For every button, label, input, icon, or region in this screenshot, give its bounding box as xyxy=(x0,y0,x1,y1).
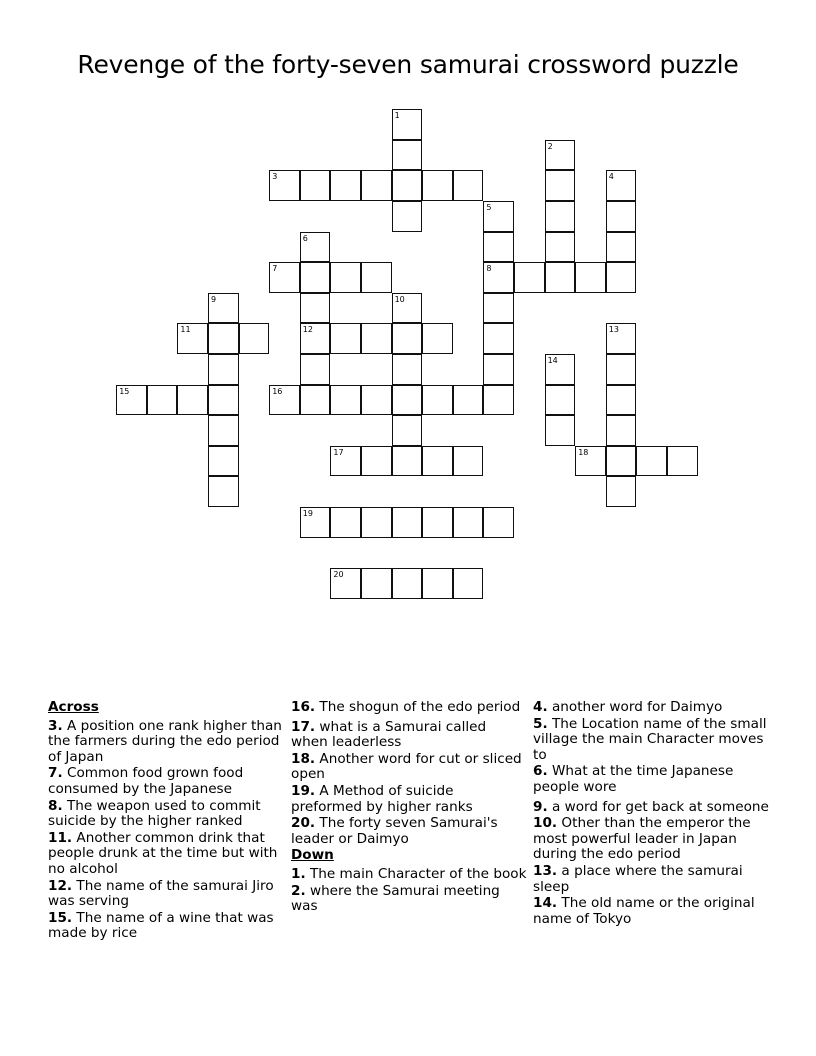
grid-cell[interactable] xyxy=(208,323,239,354)
grid-cell[interactable] xyxy=(330,170,361,201)
clue-down-14: 14. The old name or the original name of Tokyo xyxy=(533,895,755,927)
grid-cell[interactable] xyxy=(392,446,423,477)
clue-down-6: 6. What at the time Japanese people wore xyxy=(533,763,734,795)
grid-cell[interactable] xyxy=(392,568,423,599)
grid-cell[interactable] xyxy=(422,323,453,354)
grid-cell[interactable] xyxy=(606,232,637,263)
clue-number: 13 xyxy=(608,325,619,335)
grid-cell[interactable] xyxy=(208,415,239,446)
grid-cell[interactable] xyxy=(545,262,576,293)
grid-cell[interactable] xyxy=(300,323,331,354)
grid-cell[interactable] xyxy=(422,507,453,538)
grid-cell[interactable] xyxy=(361,446,392,477)
grid-cell[interactable] xyxy=(483,354,514,385)
grid-cell[interactable] xyxy=(269,262,300,293)
grid-cell[interactable] xyxy=(483,262,514,293)
grid-cell[interactable] xyxy=(361,323,392,354)
grid-cell[interactable] xyxy=(208,293,239,324)
clue-number: 10 xyxy=(394,294,405,304)
grid-cell[interactable] xyxy=(606,170,637,201)
grid-cell[interactable] xyxy=(545,201,576,232)
crossword-grid xyxy=(117,110,699,600)
grid-cell[interactable] xyxy=(116,385,147,416)
grid-cell[interactable] xyxy=(606,415,637,446)
clue-across-8: 8. The weapon used to commit suicide by the higher ranked xyxy=(48,797,261,830)
grid-cell[interactable] xyxy=(483,201,514,232)
grid-cell[interactable] xyxy=(330,262,361,293)
grid-cell[interactable] xyxy=(545,415,576,446)
grid-cell[interactable] xyxy=(392,109,423,140)
grid-cell[interactable] xyxy=(483,507,514,538)
clue-number: 8 xyxy=(486,264,492,274)
grid-cell[interactable] xyxy=(392,415,423,446)
grid-cell[interactable] xyxy=(636,446,667,477)
grid-cell[interactable] xyxy=(392,507,423,538)
clue-across-20: 20. The forty seven Samurai's leader or Daimyo xyxy=(291,815,498,847)
clue-down-9: 9. a word for get back at someone xyxy=(533,798,769,815)
grid-cell[interactable] xyxy=(392,354,423,385)
grid-cell[interactable] xyxy=(606,201,637,232)
grid-cell[interactable] xyxy=(392,323,423,354)
clue-across-7: 7. Common food grown food consumed by the Japanese xyxy=(48,765,244,797)
grid-cell[interactable] xyxy=(177,323,208,354)
clue-down-10: 10. Other than the emperor the most powerful leader in Japan during the edo period xyxy=(533,815,751,863)
grid-cell[interactable] xyxy=(300,262,331,293)
clue-across-15: 15. The name of a wine that was made by rice xyxy=(48,909,274,942)
grid-cell[interactable] xyxy=(208,354,239,385)
grid-cell[interactable] xyxy=(208,476,239,507)
clue-across-19: 19. A Method of suicide preformed by higher ranks xyxy=(291,782,473,815)
page-title: Revenge of the forty-seven samurai crossword puzzle xyxy=(77,50,739,79)
grid-cell[interactable] xyxy=(147,385,178,416)
grid-cell[interactable] xyxy=(453,446,484,477)
clue-across-12: 12. The name of the samurai Jiro was serving xyxy=(48,877,274,910)
clues-column-3 xyxy=(533,700,769,928)
clue-down-2: 2. where the Samurai meeting was xyxy=(291,882,500,915)
grid-cell[interactable] xyxy=(483,385,514,416)
clue-down-1: 1. The main Character of the book xyxy=(291,865,527,882)
grid-cell[interactable] xyxy=(300,385,331,416)
grid-cell[interactable] xyxy=(300,293,331,324)
grid-cell[interactable] xyxy=(667,446,698,477)
clue-number: 9 xyxy=(211,294,217,304)
clue-across-11: 11. Another common drink that people drunk at the time but with no alcohol xyxy=(48,829,278,877)
grid-cell[interactable] xyxy=(606,476,637,507)
grid-cell[interactable] xyxy=(545,232,576,263)
clue-number: 3 xyxy=(272,172,278,182)
clue-number: 16 xyxy=(272,386,283,396)
grid-cell[interactable] xyxy=(177,385,208,416)
grid-cell[interactable] xyxy=(575,446,606,477)
grid-cell[interactable] xyxy=(606,262,637,293)
clues-column-2 xyxy=(291,700,527,916)
grid-cell[interactable] xyxy=(453,170,484,201)
clue-down-4: 4. another word for Daimyo xyxy=(533,699,723,715)
clue-number: 7 xyxy=(272,264,278,274)
grid-cell[interactable] xyxy=(208,446,239,477)
grid-cell[interactable] xyxy=(361,262,392,293)
grid-cell[interactable] xyxy=(545,140,576,171)
grid-cell[interactable] xyxy=(300,354,331,385)
grid-cell[interactable] xyxy=(269,170,300,201)
grid-cell[interactable] xyxy=(575,262,606,293)
grid-cell[interactable] xyxy=(483,323,514,354)
grid-cell[interactable] xyxy=(606,385,637,416)
clue-number: 15 xyxy=(119,386,130,396)
clue-number: 4 xyxy=(608,172,614,182)
grid-cell[interactable] xyxy=(422,170,453,201)
across-heading: Across xyxy=(48,699,99,715)
grid-cell[interactable] xyxy=(361,568,392,599)
clue-across-3: 3. A position one rank higher than the farmers during the edo period of Japan xyxy=(48,717,282,765)
grid-cell[interactable] xyxy=(422,385,453,416)
grid-cell[interactable] xyxy=(545,170,576,201)
grid-cell[interactable] xyxy=(269,385,300,416)
grid-cell[interactable] xyxy=(361,170,392,201)
grid-cell[interactable] xyxy=(330,385,361,416)
grid-cell[interactable] xyxy=(300,232,331,263)
grid-cell[interactable] xyxy=(300,170,331,201)
grid-cell[interactable] xyxy=(330,446,361,477)
grid-cell[interactable] xyxy=(392,170,423,201)
clue-number: 6 xyxy=(302,233,308,243)
grid-cell[interactable] xyxy=(361,507,392,538)
grid-cell[interactable] xyxy=(545,354,576,385)
grid-cell[interactable] xyxy=(361,385,392,416)
clue-number: 11 xyxy=(180,325,191,335)
grid-cell[interactable] xyxy=(453,568,484,599)
grid-cell[interactable] xyxy=(392,201,423,232)
grid-cell[interactable] xyxy=(330,507,361,538)
clue-number: 1 xyxy=(394,111,400,121)
grid-cell[interactable] xyxy=(606,446,637,477)
grid-cell[interactable] xyxy=(545,385,576,416)
grid-cell[interactable] xyxy=(330,568,361,599)
clues-column-1 xyxy=(48,700,284,943)
clue-across-16: 16. The shogun of the edo period xyxy=(291,699,521,715)
grid-cell[interactable] xyxy=(606,354,637,385)
clue-number: 19 xyxy=(302,509,313,518)
grid-cell[interactable] xyxy=(453,507,484,538)
clue-number: 20 xyxy=(333,570,344,580)
grid-cell[interactable] xyxy=(208,385,239,416)
clue-number: 14 xyxy=(547,356,558,365)
clue-number: 5 xyxy=(486,203,492,212)
clue-down-13: 13. a place where the samurai sleep xyxy=(533,862,743,895)
clue-number: 2 xyxy=(547,141,553,151)
clue-down-5: 5. The Location name of the small village the main Character moves to xyxy=(533,715,767,763)
grid-cell[interactable] xyxy=(300,507,331,538)
grid-cell[interactable] xyxy=(392,293,423,324)
clue-across-17: 17. what is a Samurai called when leaderless xyxy=(291,718,487,751)
grid-cell[interactable] xyxy=(514,262,545,293)
grid-cell[interactable] xyxy=(392,385,423,416)
grid-cell[interactable] xyxy=(392,140,423,171)
clue-across-18: 18. Another word for cut or sliced open xyxy=(291,750,522,783)
clue-number: 12 xyxy=(302,325,313,335)
grid-cell[interactable] xyxy=(483,232,514,263)
clue-number: 17 xyxy=(333,447,344,457)
down-heading: Down xyxy=(291,847,334,864)
grid-cell[interactable] xyxy=(483,293,514,324)
clue-number: 18 xyxy=(578,447,589,457)
grid-cell[interactable] xyxy=(606,323,637,354)
grid-cell[interactable] xyxy=(422,568,453,599)
grid-cell[interactable] xyxy=(330,323,361,354)
grid-cell[interactable] xyxy=(422,446,453,477)
grid-cell[interactable] xyxy=(239,323,270,354)
grid-cell[interactable] xyxy=(453,385,484,416)
